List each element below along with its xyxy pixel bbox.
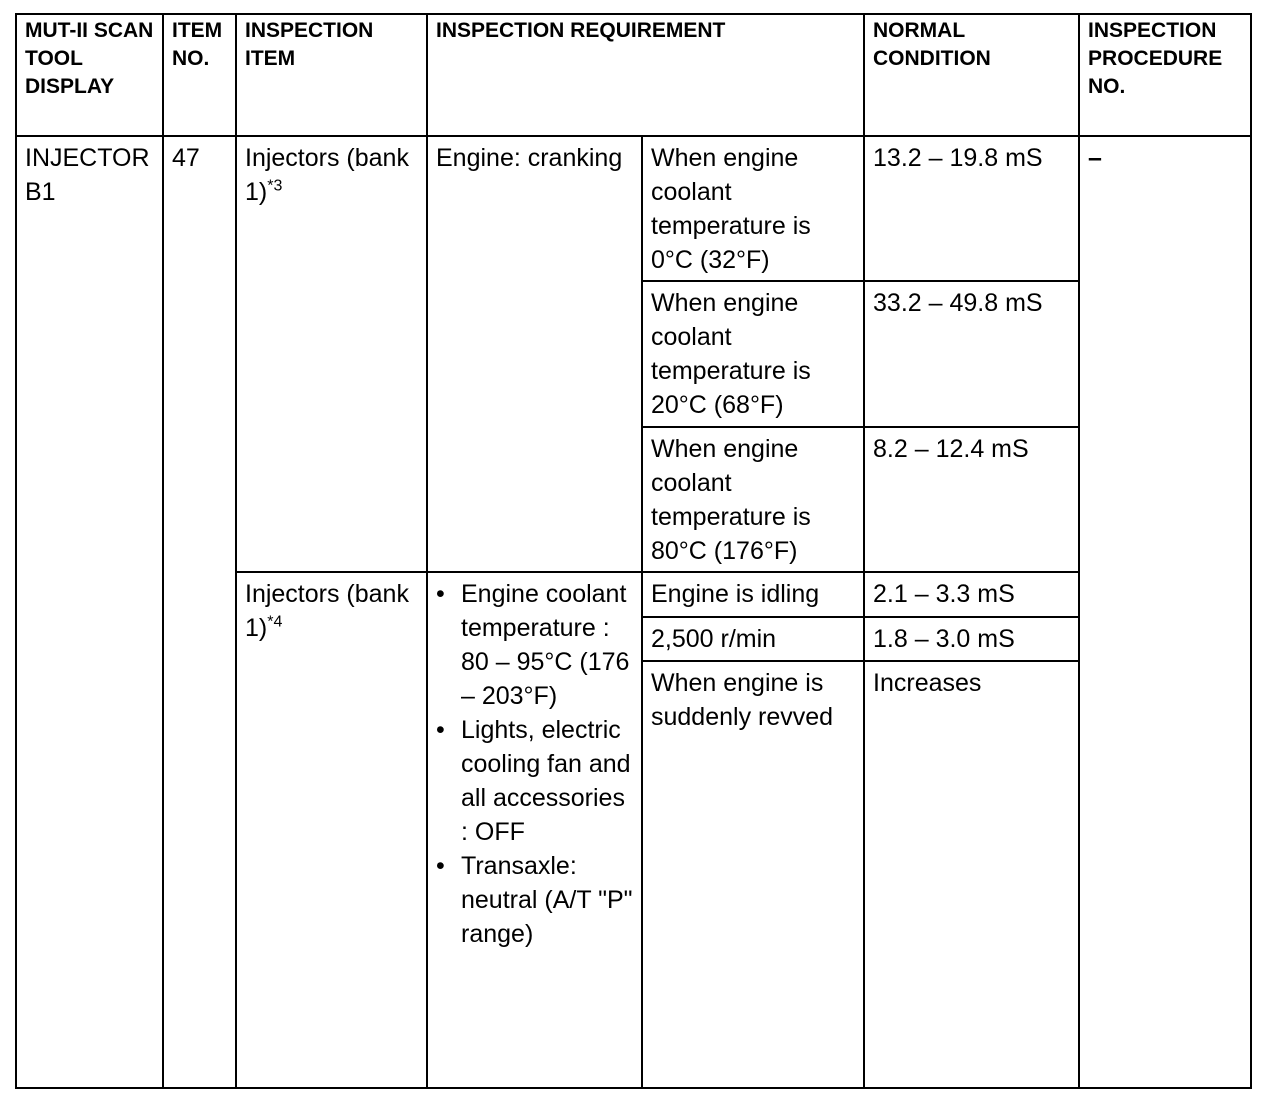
list-item [436,713,635,849]
list-item [436,577,635,713]
inspection-item-2-note: *4 [267,613,283,631]
cell-inspection-item-1 [236,136,427,572]
cell-normal-2-2: 1.8 – 3.0 mS [864,617,1079,661]
table-header-row [16,14,1251,136]
cell-requirement-1: Engine: cranking [427,136,642,572]
cell-normal-2-3: Increases [864,661,1079,1088]
table-row [16,136,1251,281]
cell-requirement-2 [427,572,642,1088]
requirement-2-condition-2: Lights, electric cooling fan and all accessories : OFF [461,716,631,846]
bullet-icon: • [436,716,445,744]
cell-subcondition-2-2: 2,500 r/min [642,617,864,661]
bullet-icon: • [436,580,445,608]
header-item-no: ITEM NO. [163,14,236,136]
inspection-item-2-text: Injectors (bank 1) [245,580,409,642]
cell-subcondition-2-3: When engine is suddenly revved [642,661,864,1088]
header-normal-condition: NORMAL CONDITION [864,14,1079,136]
requirement-2-condition-3: Transaxle: neutral (A/T "P" range) [461,852,633,948]
cell-scan-tool-display: INJECTOR B1 [16,136,163,1088]
bullet-icon: • [436,852,445,880]
cell-inspection-procedure: – [1079,136,1251,1088]
cell-normal-1-2: 33.2 – 49.8 mS [864,281,1079,427]
header-inspection-item: INSPECTION ITEM [236,14,427,136]
cell-normal-1-3: 8.2 – 12.4 mS [864,427,1079,572]
header-inspection-requirement: INSPECTION REQUIREMENT [427,14,864,136]
cell-subcondition-2-1: Engine is idling [642,572,864,617]
inspection-item-1-note: *3 [267,177,283,195]
requirement-2-condition-1: Engine coolant temperature : 80 – 95°C (176 – 203°F) [461,580,630,710]
cell-normal-2-1: 2.1 – 3.3 mS [864,572,1079,617]
requirement-2-list [436,577,635,951]
inspection-table [15,13,1252,1089]
cell-subcondition-1-3: When engine coolant temperature is 80°C (176°F) [642,427,864,572]
header-inspection-procedure: INSPECTION PROCEDURE NO. [1079,14,1251,136]
cell-normal-1-1: 13.2 – 19.8 mS [864,136,1079,281]
list-item [436,849,635,951]
inspection-item-1-text: Injectors (bank 1) [245,144,409,206]
cell-inspection-item-2 [236,572,427,1088]
header-scan-tool-display: MUT-II SCAN TOOL DISPLAY [16,14,163,136]
cell-subcondition-1-2: When engine coolant temperature is 20°C (68°F) [642,281,864,427]
cell-item-no: 47 [163,136,236,1088]
cell-subcondition-1-1: When engine coolant temperature is 0°C (32°F) [642,136,864,281]
